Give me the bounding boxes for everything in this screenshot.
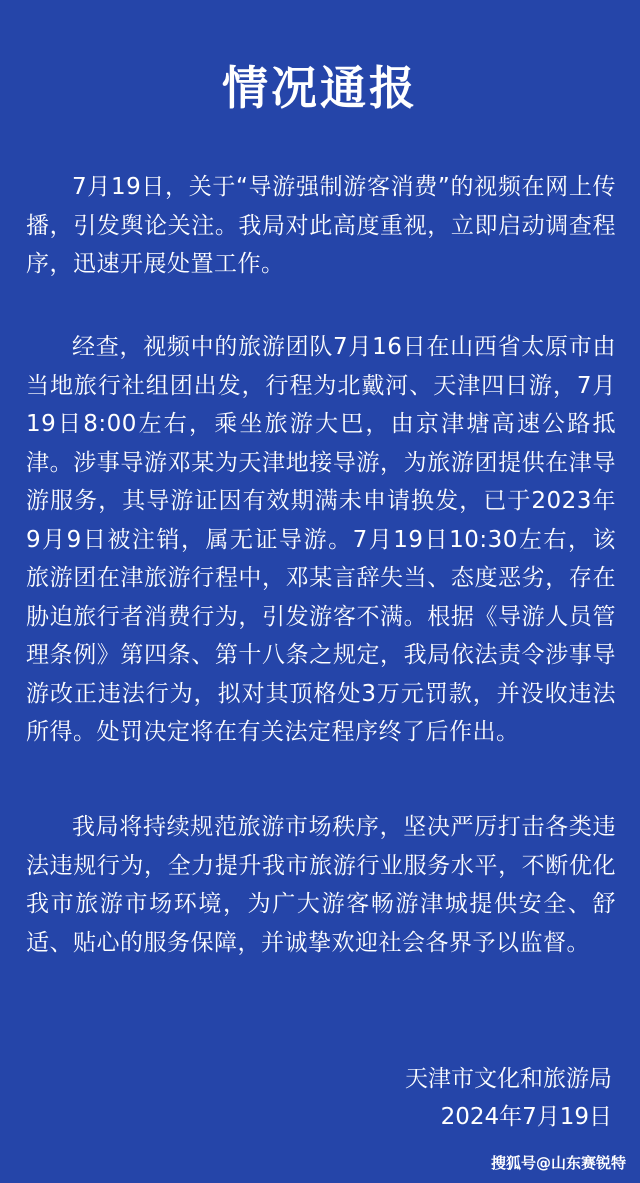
watermark-text: 搜狐号@山东赛锐特 [490, 1154, 626, 1172]
paragraph-intro: 7月19日，关于“导游强制游客消费”的视频在网上传播，引发舆论关注。我局对此高度重视，立即启动调查程序，迅速开展处置工作。 [26, 174, 616, 277]
notice-title: 情况通报 [222, 61, 418, 115]
paragraph-commitment: 我局将持续规范旅游市场秩序，坚决严厉打击各类违法违规行为，全力提升我市旅游行业服务水平，不断优化我市旅游市场环境，为广大游客畅游津城提供安全、舒适、贴心的服务保障，并诚挚欢迎社会各界予以监督。 [26, 814, 616, 956]
signature-date: 2024年7月19日 [440, 1104, 612, 1130]
paragraph-investigation: 经查，视频中的旅游团队7月16日在山西省太原市由当地旅行社组团出发，行程为北戴河、天津四日游，7月19日8:00左右，乘坐旅游大巴，由京津塘高速公路抵津。涉事导游邓某为天津地接导游，为旅游团提供在津导游服务，其导游证因有效期满未申请换发，已于2023年9月9日被注销，属无证导游。7月19日10:30左右，该旅游团在津旅游行程中，邓某言辞失当、态度恶劣，存在胁迫旅行者消费行为，引发游客不满。根据《导游人员管理条例》第四条、第十八条之规定，我局依法责令涉事导游改正违法行为，拟对其顶格处3万元罚款，并没收违法所得。处罚决定将在有关法定程序终了后作出。 [26, 334, 616, 745]
signature-organization: 天津市文化和旅游局 [405, 1066, 612, 1092]
